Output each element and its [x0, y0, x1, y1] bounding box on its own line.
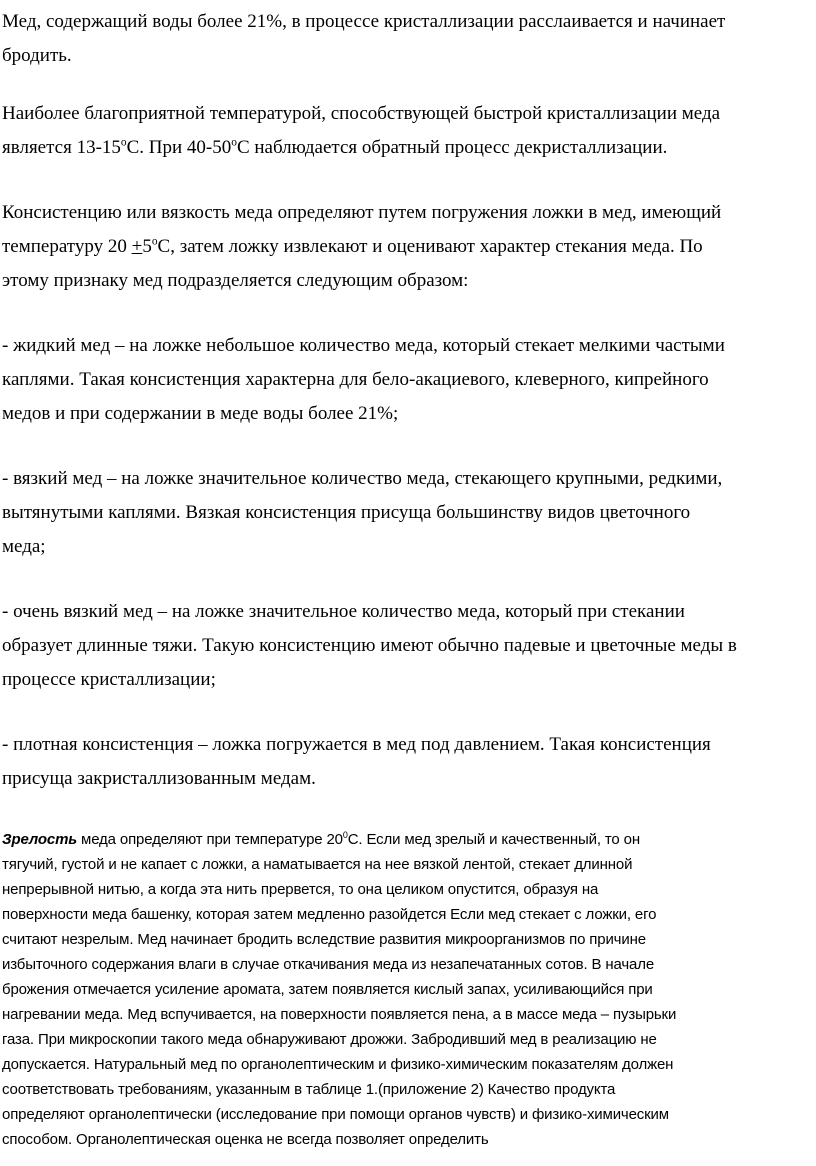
text-segment: процессе кристаллизации; — [2, 669, 216, 690]
text-segment: каплями. Такая консистенция характерна для бело-акациевого, клеверного, кипрейного — [2, 369, 709, 390]
text-segment: медов и при содержании в меде воды более 21%; — [2, 403, 399, 424]
text-segment: Консистенцию или вязкость меда определяют путем погружения ложки в мед, имеющий — [2, 202, 722, 223]
paragraph — [2, 462, 816, 564]
text-line — [2, 5, 816, 39]
text-segment: температуру 20 — [2, 236, 132, 257]
text-line — [2, 827, 816, 852]
text-line — [2, 264, 816, 298]
text-segment: С наблюдается обратный процесс декристаллизации. — [236, 137, 668, 158]
text-segment: меда; — [2, 536, 46, 557]
text-line — [2, 329, 816, 363]
text-line — [2, 877, 816, 902]
text-line — [2, 629, 816, 663]
text-line — [2, 131, 816, 165]
text-segment: является 13-15 — [2, 137, 121, 158]
text-line — [2, 196, 816, 230]
text-line — [2, 1102, 816, 1127]
paragraph — [2, 728, 816, 796]
paragraph — [2, 595, 816, 697]
paragraph — [2, 196, 816, 298]
text-line — [2, 462, 816, 496]
text-line — [2, 728, 816, 762]
text-line — [2, 1027, 816, 1052]
text-segment: - очень вязкий мед – на ложке значительное количество меда, который при стекании — [2, 601, 685, 622]
text-line — [2, 230, 816, 264]
superscript: 0 — [342, 830, 348, 841]
text-segment: этому признаку мед подразделяется следующим образом: — [2, 270, 469, 291]
text-segment: + — [131, 236, 143, 257]
text-segment: поверхности меда башенку, которая затем медленно разойдется Если мед стекает с ложки, его — [2, 906, 657, 923]
text-line — [2, 852, 816, 877]
text-segment: нагревании меда. Мед вспучивается, на поверхности появляется пена, а в массе меда – пузырьки — [2, 1006, 677, 1023]
paragraph — [2, 5, 816, 73]
text-line — [2, 530, 816, 564]
text-segment: непрерывной нитью, а когда эта нить прервется, то она целиком опустится, образуя на — [2, 881, 599, 898]
text-segment: бродить. — [2, 45, 72, 66]
text-segment: газа. При микроскопии такого меда обнаруживают дрожжи. Забродивший мед в реализацию не — [2, 1031, 657, 1048]
text-line — [2, 97, 816, 131]
text-line — [2, 397, 816, 431]
text-segment: соответствовать требованиям, указанным в таблице 1.(приложение 2) Качество продукта — [2, 1081, 616, 1098]
text-line — [2, 902, 816, 927]
text-segment: - жидкий мед – на ложке небольшое количество меда, который стекает мелкими частыми — [2, 335, 725, 356]
text-segment: Мед, содержащий воды более 21%, в процессе кристаллизации расслаивается и начинает — [2, 11, 726, 32]
text-segment: 5 — [142, 236, 152, 257]
paragraph — [2, 97, 816, 165]
text-line — [2, 496, 816, 530]
text-line — [2, 39, 816, 73]
text-line — [2, 1077, 816, 1102]
superscript: o — [120, 136, 127, 149]
text-line — [2, 663, 816, 697]
text-segment: тягучий, густой и не капает с ложки, а наматывается на нее вязкой лентой, стекает длинной — [2, 856, 633, 873]
text-line — [2, 1052, 816, 1077]
text-segment: брожения отмечается усиление аромата, затем появляется кислый запах, усиливающийся при — [2, 981, 653, 998]
text-segment: допускается. Натуральный мед по органолептическим и физико-химическим показателям должен — [2, 1056, 674, 1073]
maturity-paragraph — [2, 827, 816, 1152]
text-segment: вытянутыми каплями. Вязкая консистенция присуща большинству видов цветочного — [2, 502, 691, 523]
consistency-section — [2, 5, 816, 796]
superscript: o — [151, 235, 158, 248]
text-segment: способом. Органолептическая оценка не всегда позволяет определить — [2, 1131, 489, 1148]
text-line — [2, 762, 816, 796]
text-segment: Наиболее благоприятной температурой, способствующей быстрой кристаллизации меда — [2, 103, 721, 124]
term-heading: Зрелость — [2, 831, 78, 848]
text-segment: определяют органолептически (исследование при помощи органов чувств) и физико-химическим — [2, 1106, 669, 1123]
text-line — [2, 952, 816, 977]
text-line — [2, 1002, 816, 1027]
superscript: o — [231, 136, 237, 149]
text-segment: считают незрелым. Мед начинает бродить вследствие развития микроорганизмов по причине — [2, 931, 646, 948]
text-segment: - вязкий мед – на ложке значительное количество меда, стекающего крупными, редкими, — [2, 468, 723, 489]
text-segment: С, затем ложку извлекают и оценивают характер стекания меда. По — [157, 236, 703, 257]
text-segment: избыточного содержания влаги в случае откачивания меда из незапечатанных сотов. В начале — [2, 956, 655, 973]
text-line — [2, 977, 816, 1002]
text-line — [2, 363, 816, 397]
text-segment: образует длинные тяжи. Такую консистенцию имеют обычно падевые и цветочные меды в — [2, 635, 737, 656]
text-line — [2, 595, 816, 629]
text-segment: - плотная консистенция – ложка погружается в мед под давлением. Такая консистенция — [2, 734, 711, 755]
paragraph — [2, 329, 816, 431]
text-line — [2, 1127, 816, 1152]
text-line — [2, 927, 816, 952]
text-segment: С. При 40-50 — [126, 137, 232, 158]
text-segment: присуща закристаллизованным медам. — [2, 768, 316, 789]
text-segment: С. Если мед зрелый и качественный, то он — [347, 831, 640, 848]
text-segment: меда определяют при температуре 20 — [77, 831, 343, 848]
